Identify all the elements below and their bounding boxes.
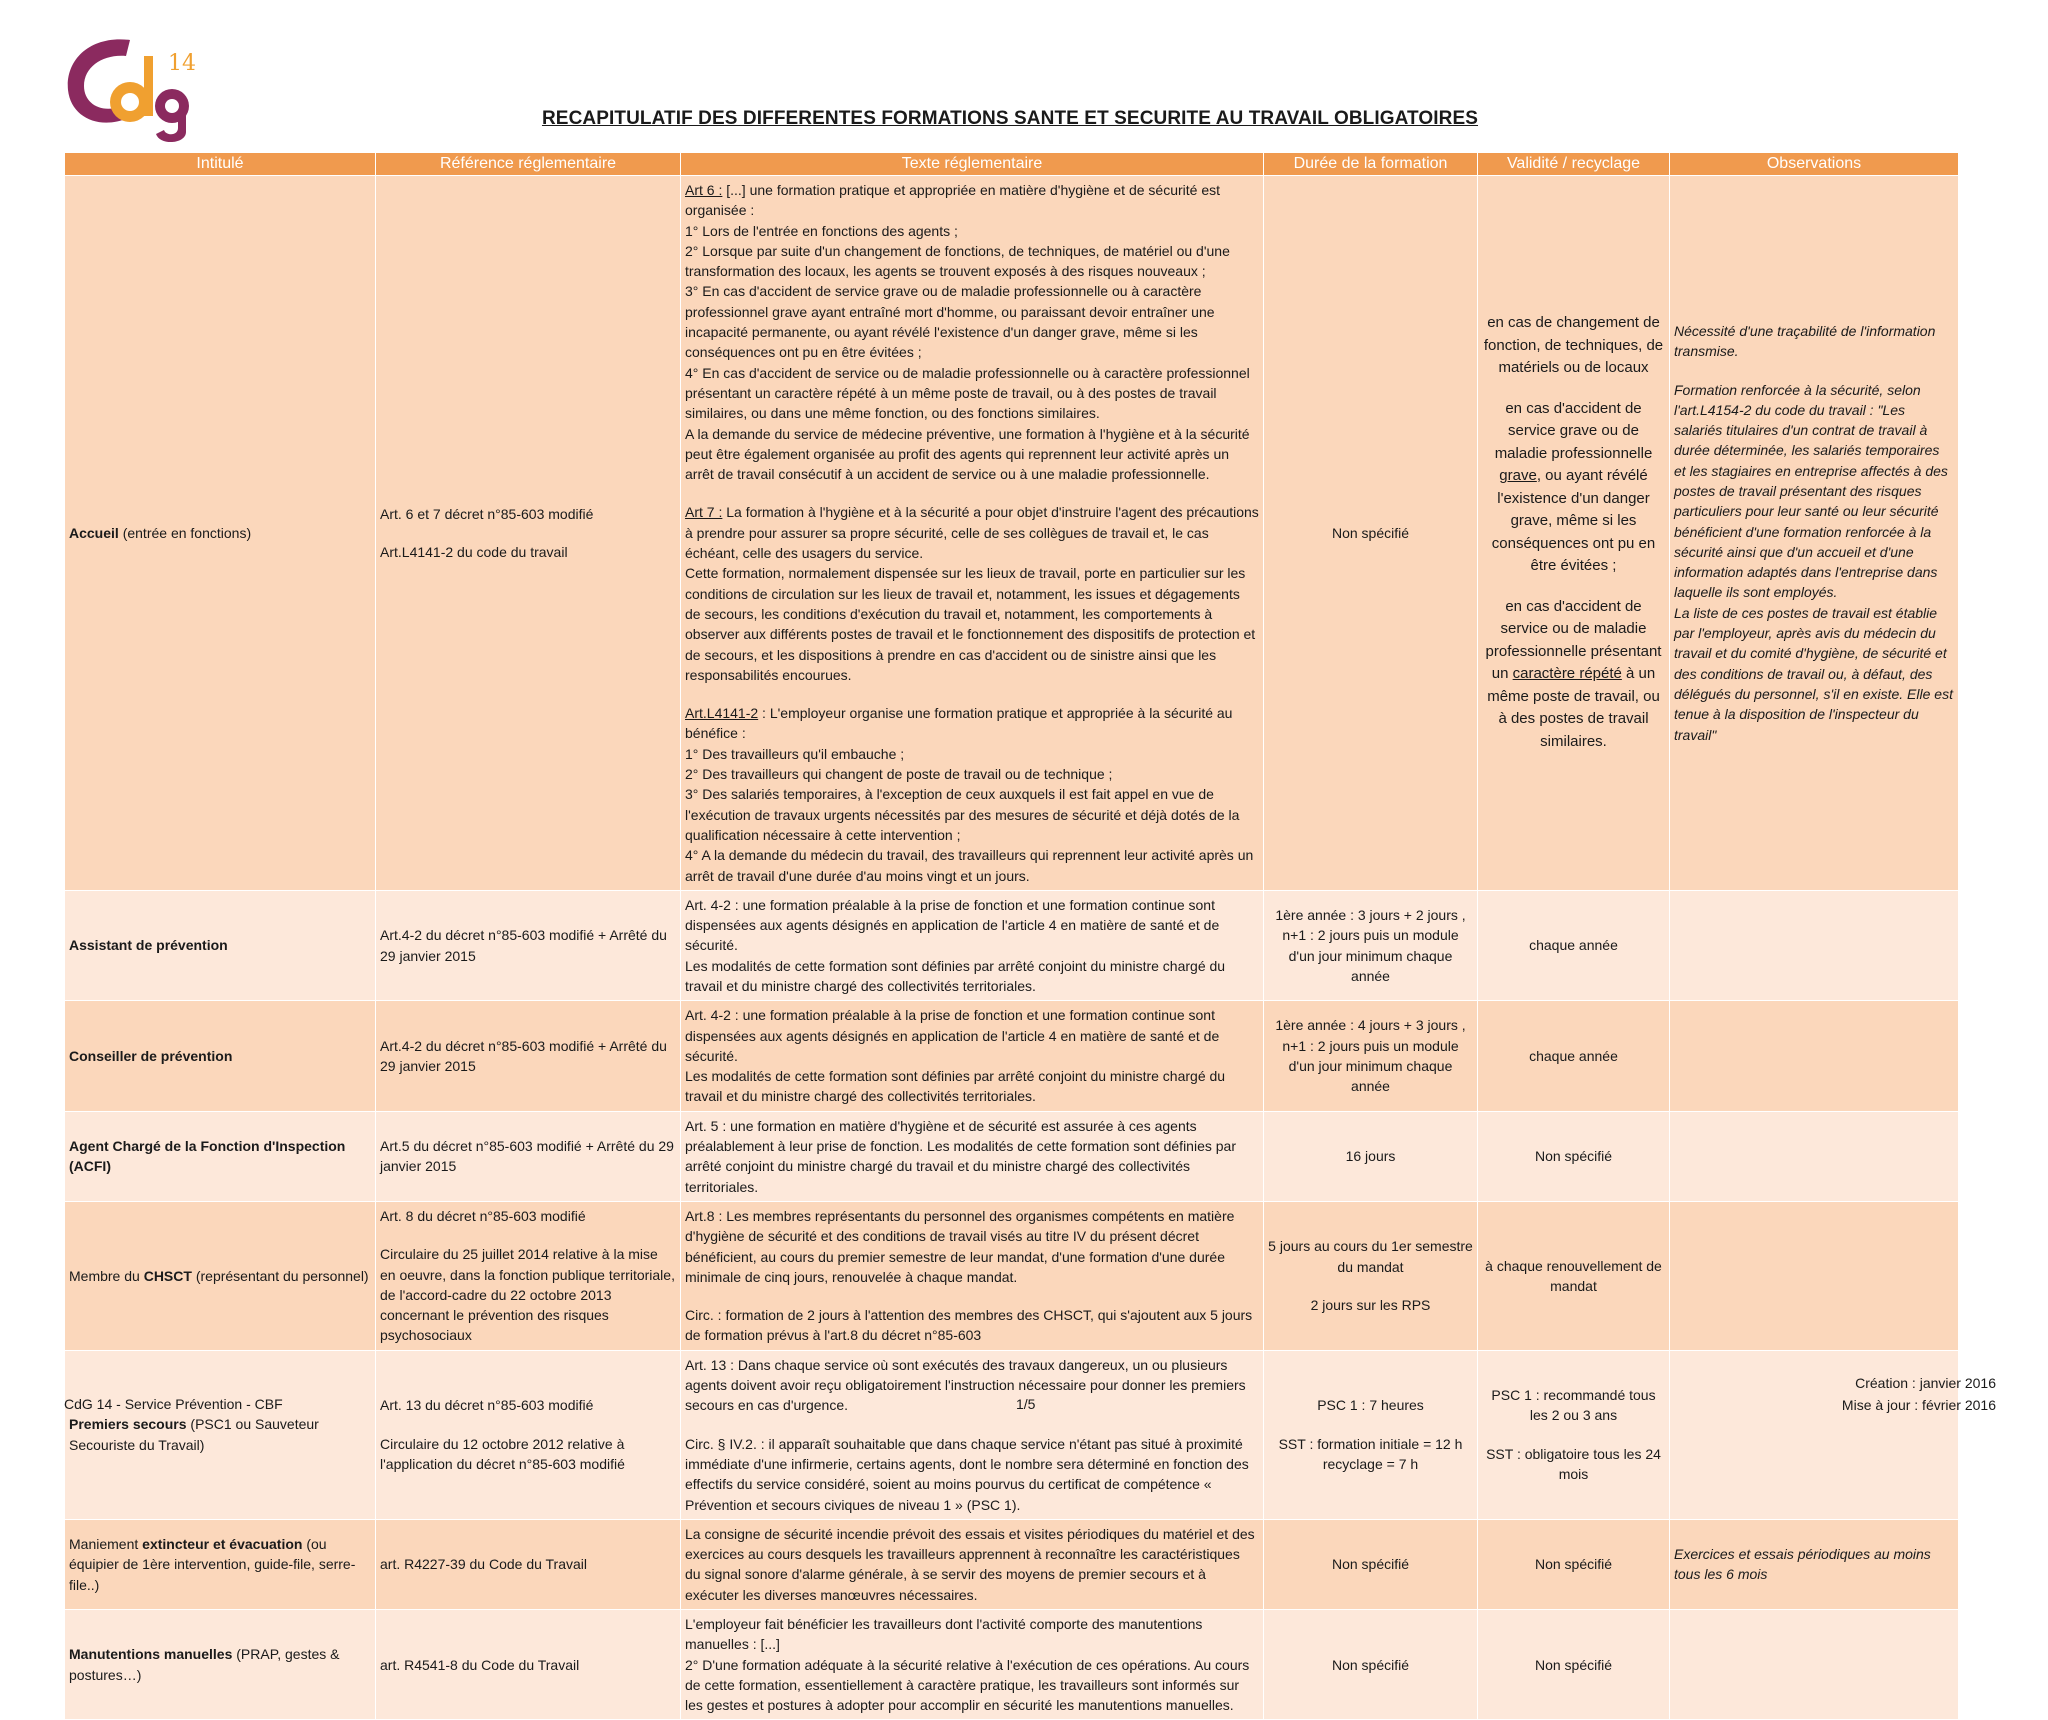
row-texte: Art.8 : Les membres représentants du personnel des organismes compétents en matière d'hygiène de sécurité et des conditions de travail visés au titre IV du présent décret bénéficient, au cours du premier semestre de leur mandat, d'une formation d'une durée minimale de cinq jours, renouvelée à chaque mandat. Circ. : formation de 2 jours à l'attention des membres des CHSCT, qui s'ajoutent aux 5 jours de formation prévus à l'art.8 du décret n°85-603	[681, 1201, 1264, 1350]
row-reference: art. R4227-39 du Code du Travail	[376, 1519, 681, 1609]
row-observations: Exercices et essais périodiques au moins tous les 6 mois	[1670, 1519, 1959, 1609]
table-row	[65, 1350, 1959, 1519]
page-title: RECAPITULATIF DES DIFFERENTES FORMATIONS SANTE ET SECURITE AU TRAVAIL OBLIGATOIRES	[541, 108, 1479, 129]
row-texte: Art. 4-2 : une formation préalable à la prise de fonction et une formation continue sont dispensées aux agents désignés en application de l'article 4 en matière de santé et de sécurité. Les modalités de cette formation sont définies par arrêté conjoint du ministre chargé du travail et du ministre chargé des collectivités territoriales.	[681, 1001, 1264, 1111]
row-intitule: Manutentions manuelles (PRAP, gestes & postures…)	[65, 1610, 376, 1720]
formations-table	[64, 152, 1959, 1720]
row-validite: en cas de changement de fonction, de techniques, de matériels ou de locaux en cas d'accident de service grave ou de maladie professionnelle grave, ou ayant révélé l'existence d'un danger grave, même si les conséquences ont pu en être évitées ; en cas d'accident de service ou de maladie professionnelle présentant un caractère répété à un même poste de travail, ou à des postes de travail similaires.	[1478, 176, 1670, 891]
row-texte: Art 6 : [...] une formation pratique et appropriée en matière d'hygiène et de sécurité est organisée : 1° Lors de l'entrée en fonctions des agents ; 2° Lorsque par suite d'un changement de fonctions, de techniques, de matériel ou d'une transformation des locaux, les agents se trouvent exposés à des risques nouveaux ; 3° En cas d'accident de service grave ou de maladie professionnelle ou à caractère professionnel grave ayant entraîné mort d'homme, ou paraissant devoir entraîner une incapacité permanente, ou ayant révélé l'existence d'un danger grave, même si les conséquences ont pu en être évitées ; 4° En cas d'accident de service ou de maladie professionnelle ou à caractère professionnel présentant un caractère répété à un même poste de travail, ou à des postes de travail similaires, ou dans une même fonction, ou des fonctions similaires. A la demande du service de médecine préventive, une formation à l'hygiène et à la sécurité peut être également organisée au profit des agents qui reprennent leur activité après un arrêt de travail consécutif à un accident de service ou à une maladie professionnelle. Art 7 : La formation à l'hygiène et à la sécurité a pour objet d'instruire l'agent des précautions à prendre pour assurer sa propre sécurité, celle de ses collègues de travail et, le cas échéant, celle des usagers du service. Cette formation, normalement dispensée sur les lieux de travail, porte en particulier sur les conditions de circulation sur les lieux de travail et, notamment, les issues et dégagements de secours, les conditions d'exécution du travail et, notamment, les comportements à observer aux différents postes de travail et le fonctionnement des dispositifs de protection et de secours, et les dispositions à prendre en cas d'accident ou de sinistre ainsi que les responsabilités encourues. Art.L4141-2 : L'employeur organise une formation pratique et appropriée à la sécurité au bénéfice : 1° Des travailleurs qu'il embauche ; 2° Des travailleurs qui changent de poste de travail ou de technique ; 3° Des salariés temporaires, à l'exception de ceux auxquels il est fait appel en vue de l'exécution de travaux urgents nécessités par des mesures de sécurité et déjà dotés de la qualification nécessaire à cette intervention ; 4° A la demande du médecin du travail, des travailleurs qui reprennent leur activité après un arrêt de travail d'une durée d'au moins vingt et un jours.	[681, 176, 1264, 891]
row-reference: Art.4-2 du décret n°85-603 modifié + Arrêté du 29 janvier 2015	[376, 1001, 681, 1111]
row-validite: chaque année	[1478, 1001, 1670, 1111]
footer-dates	[1842, 1372, 1996, 1417]
table-row	[65, 890, 1959, 1000]
row-observations	[1670, 1001, 1959, 1111]
table-row	[65, 1519, 1959, 1609]
row-reference: Art.5 du décret n°85-603 modifié + Arrêté du 29 janvier 2015	[376, 1111, 681, 1201]
row-intitule: Agent Chargé de la Fonction d'Inspection (ACFI)	[65, 1111, 376, 1201]
table-row	[65, 176, 1959, 891]
row-texte: Art. 4-2 : une formation préalable à la prise de fonction et une formation continue sont dispensées aux agents désignés en application de l'article 4 en matière de santé et de sécurité. Les modalités de cette formation sont définies par arrêté conjoint du ministre chargé du travail et du ministre chargé des collectivités territoriales.	[681, 890, 1264, 1000]
row-texte: Art. 5 : une formation en matière d'hygiène et de sécurité est assurée à ces agents préalablement à leur prise de fonction. Les modalités de cette formation sont définies par arrêté conjoint du ministre chargé du travail et du ministre chargé des collectivités territoriales.	[681, 1111, 1264, 1201]
footer-left: CdG 14 - Service Prévention - CBF	[64, 1396, 283, 1412]
row-texte: La consigne de sécurité incendie prévoit des essais et visites périodiques du matériel et des exercices au cours desquels les travailleurs apprennent à reconnaître les caractéristiques du signal sonore d'alarme générale, à se servir des moyens de premier secours et à exécuter les diverses manœuvres nécessaires.	[681, 1519, 1264, 1609]
row-validite: PSC 1 : recommandé tous les 2 ou 3 ans SST : obligatoire tous les 24 mois	[1478, 1350, 1670, 1519]
table-row	[65, 1610, 1959, 1720]
row-texte: Art. 13 : Dans chaque service où sont exécutés des travaux dangereux, un ou plusieurs agents doivent avoir reçu obligatoirement l'instruction nécessaire pour donner les premiers secours en cas d'urgence. Circ. § IV.2. : il apparaît souhaitable que dans chaque service n'étant pas situé à proximité immédiate d'une infirmerie, certains agents, dont le nombre sera déterminé en fonction des effectifs du service considéré, soient au moins pourvus du certificat de compétence « Prévention et secours civiques de niveau 1 » (PSC 1).	[681, 1350, 1264, 1519]
row-duree: Non spécifié	[1264, 176, 1478, 891]
update-date: Mise à jour : février 2016	[1841, 1397, 1996, 1414]
row-reference: art. R4541-8 du Code du Travail	[376, 1610, 681, 1720]
row-observations: Nécessité d'une traçabilité de l'information transmise. Formation renforcée à la sécurité, selon l'art.L4154-2 du code du travail : "Les salariés titulaires d'un contrat de travail à durée déterminée, les salariés temporaires et les stagiaires en entreprise affectés à des postes de travail présentant des risques particuliers pour leur santé ou leur sécurité bénéficient d'une formation renforcée à la sécurité ainsi que d'un accueil et d'une information adaptés dans l'entreprise dans laquelle ils sont employés. La liste de ces postes de travail est établie par l'employeur, après avis du médecin du travail et du comité d'hygiène, de sécurité et des conditions de travail ou, à défaut, des délégués du personnel, s'il en existe. Elle est tenue à la disposition de l'inspecteur du travail"	[1670, 176, 1959, 891]
row-intitule: Accueil (entrée en fonctions)	[65, 176, 376, 891]
header-duree: Durée de la formation	[1264, 153, 1478, 176]
row-duree: 16 jours	[1264, 1111, 1478, 1201]
row-observations	[1670, 1201, 1959, 1350]
row-validite: à chaque renouvellement de mandat	[1478, 1201, 1670, 1350]
row-duree: PSC 1 : 7 heures SST : formation initiale = 12 h recyclage = 7 h	[1264, 1350, 1478, 1519]
header-observations: Observations	[1670, 153, 1959, 176]
header-reference: Référence réglementaire	[376, 153, 681, 176]
table-row	[65, 1001, 1959, 1111]
table-row	[65, 1111, 1959, 1201]
row-duree: 5 jours au cours du 1er semestre du mandat 2 jours sur les RPS	[1264, 1201, 1478, 1350]
row-observations	[1670, 890, 1959, 1000]
row-reference: Art. 8 du décret n°85-603 modifié Circulaire du 25 juillet 2014 relative à la mise en oeuvre, dans la fonction publique territoriale, de l'accord-cadre du 22 octobre 2013 concernant le prévention des risques psychosociaux	[376, 1201, 681, 1350]
row-observations	[1670, 1610, 1959, 1720]
page-number: 1/5	[1016, 1396, 1036, 1412]
row-validite: Non spécifié	[1478, 1111, 1670, 1201]
header-texte: Texte réglementaire	[681, 153, 1264, 176]
row-intitule: Maniement extincteur et évacuation (ou équipier de 1ère intervention, guide-file, serre-file..)	[65, 1519, 376, 1609]
row-intitule: Assistant de prévention	[65, 890, 376, 1000]
row-intitule: Conseiller de prévention	[65, 1001, 376, 1111]
row-observations	[1670, 1111, 1959, 1201]
row-duree: 1ère année : 3 jours + 2 jours , n+1 : 2 jours puis un module d'un jour minimum chaque année	[1264, 890, 1478, 1000]
header-intitule: Intitulé	[65, 153, 376, 176]
row-intitule: Premiers secours (PSC1 ou Sauveteur Secouriste du Travail)	[65, 1350, 376, 1519]
row-intitule: Membre du CHSCT (représentant du personnel)	[65, 1201, 376, 1350]
table-row	[65, 1201, 1959, 1350]
row-reference: Art.4-2 du décret n°85-603 modifié + Arrêté du 29 janvier 2015	[376, 890, 681, 1000]
row-duree: Non spécifié	[1264, 1610, 1478, 1720]
creation-date: Création : janvier 2016	[1855, 1375, 1996, 1391]
row-reference: Art. 13 du décret n°85-603 modifié Circulaire du 12 octobre 2012 relative à l'application du décret n°85-603 modifié	[376, 1350, 681, 1519]
row-reference: Art. 6 et 7 décret n°85-603 modifié Art.L4141-2 du code du travail	[376, 176, 681, 891]
header-validite: Validité / recyclage	[1478, 153, 1670, 176]
table-header-row	[65, 153, 1959, 176]
row-texte: L'employeur fait bénéficier les travailleurs dont l'activité comporte des manutentions manuelles : [...] 2° D'une formation adéquate à la sécurité relative à l'exécution de ces opérations. Au cours de cette formation, essentiellement à caractère pratique, les travailleurs sont informés sur les gestes et postures à adopter pour accomplir en sécurité les manutentions manuelles.	[681, 1610, 1264, 1720]
row-validite: Non spécifié	[1478, 1519, 1670, 1609]
row-validite: chaque année	[1478, 890, 1670, 1000]
logo-number: 14	[168, 51, 196, 76]
row-duree: Non spécifié	[1264, 1519, 1478, 1609]
row-duree: 1ère année : 4 jours + 3 jours , n+1 : 2 jours puis un module d'un jour minimum chaque année	[1264, 1001, 1478, 1111]
row-validite: Non spécifié	[1478, 1610, 1670, 1720]
